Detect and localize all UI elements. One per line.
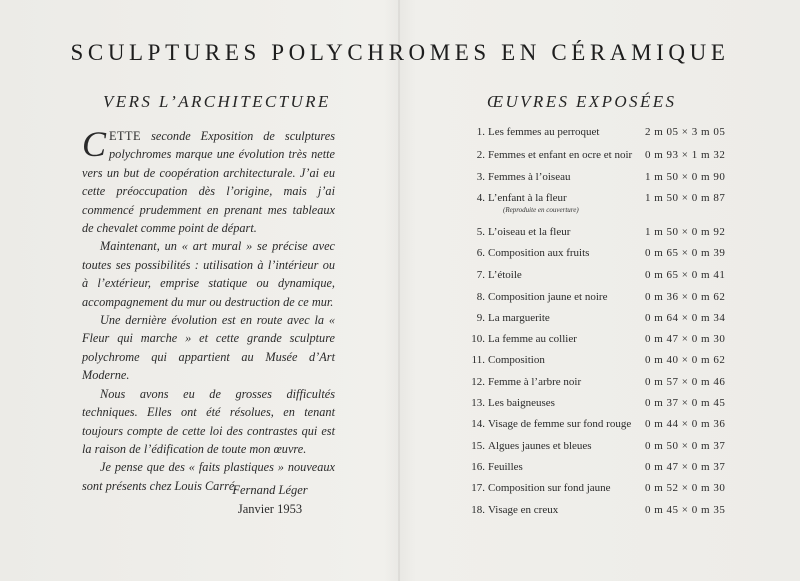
work-note: (Reproduite en couverture)	[503, 206, 579, 214]
work-title: Composition jaune et noire	[488, 291, 608, 303]
work-dimensions: 0 m 47 × 0 m 30	[645, 333, 726, 345]
work-number: 9.	[476, 312, 485, 324]
work-dimensions: 0 m 36 × 0 m 62	[645, 291, 726, 303]
work-dimensions: 0 m 93 × 1 m 32	[645, 149, 726, 161]
essay-paragraph-3: Une dernière évolution est en route avec la « Fleur qui marche » et cette grande sculpture polychrome qui appartient au Musée d’Art Moderne.	[82, 313, 335, 383]
work-item	[455, 171, 755, 187]
work-title: Femme à l’arbre noir	[488, 376, 582, 388]
work-number: 17.	[471, 482, 485, 494]
work-item	[455, 461, 755, 477]
work-item	[455, 192, 755, 214]
essay-paragraph-2: Maintenant, un « art mural » se précise avec toutes ses possibilités : utilisation à l’intérieur ou à l’extérieur, emprise statique ou dynamique, accompagnement du mur ou destruction de ce mur.	[82, 239, 335, 309]
essay-paragraph-text: seconde Exposition de sculptures polychromes marque une évolution très nette vers un but de coopération architecturale. J’ai eu cette préoccupation dès l’origine, mais j’ai commencé prudemment en prenant mes tableaux de chevalet comme point de départ.	[82, 129, 335, 236]
work-number: 4.	[476, 192, 485, 204]
work-item	[455, 226, 755, 242]
work-dimensions: 0 m 47 × 0 m 37	[645, 461, 726, 473]
works-heading: ŒUVRES EXPOSÉES	[487, 92, 677, 111]
essay-heading: VERS L’ARCHITECTURE	[103, 92, 331, 111]
work-dimensions: 0 m 45 × 0 m 35	[645, 504, 726, 516]
work-number: 14.	[471, 418, 485, 430]
work-dimensions: 1 m 50 × 0 m 87	[645, 192, 726, 204]
work-item	[455, 333, 755, 349]
work-number: 2.	[476, 149, 485, 161]
work-title: L’étoile	[488, 269, 522, 281]
page-title: SCULPTURES POLYCHROMES EN CÉRAMIQUE	[70, 40, 730, 65]
work-item	[455, 269, 755, 285]
work-item	[455, 376, 755, 392]
work-item	[455, 247, 755, 263]
work-title: L’oiseau et la fleur	[488, 226, 571, 238]
work-title: Femmes à l’oiseau	[488, 171, 571, 183]
work-dimensions: 0 m 65 × 0 m 41	[645, 269, 726, 281]
work-number: 10.	[471, 333, 485, 345]
essay-paragraph-1	[82, 124, 335, 237]
work-number: 3.	[476, 171, 485, 183]
work-dimensions: 1 m 50 × 0 m 90	[645, 171, 726, 183]
essay-paragraph-5: Je pense que des « faits plastiques » nouveaux sont présents chez Louis Carré.	[82, 460, 335, 493]
work-dimensions: 0 m 50 × 0 m 37	[645, 440, 726, 452]
work-item	[455, 354, 755, 370]
work-title: La marguerite	[488, 312, 550, 324]
essay-smallcaps: ETTE	[109, 129, 142, 143]
work-title: Feuilles	[488, 461, 523, 473]
work-title: Composition	[488, 354, 545, 366]
work-item	[455, 482, 755, 498]
work-dimensions: 0 m 57 × 0 m 46	[645, 376, 726, 388]
work-title: Algues jaunes et bleues	[488, 440, 592, 452]
work-dimensions: 0 m 65 × 0 m 39	[645, 247, 726, 259]
work-title: Les baigneuses	[488, 397, 555, 409]
author-name: Fernand Léger	[232, 483, 308, 497]
work-title: La femme au collier	[488, 333, 577, 345]
work-item	[455, 312, 755, 328]
center-fold	[398, 0, 400, 581]
work-number: 5.	[476, 226, 485, 238]
work-dimensions: 0 m 52 × 0 m 30	[645, 482, 726, 494]
work-number: 11.	[471, 354, 485, 366]
work-item	[455, 440, 755, 456]
work-number: 18.	[471, 504, 485, 516]
work-number: 16.	[471, 461, 485, 473]
work-dimensions: 0 m 37 × 0 m 45	[645, 397, 726, 409]
essay-paragraph-4: Nous avons eu de grosses difficultés techniques. Elles ont été résolues, en tenant toujours compte de cette loi des contrastes qui est la raison de l’édification de toute mon œuvre.	[82, 386, 335, 456]
work-item	[455, 397, 755, 413]
work-dimensions: 0 m 40 × 0 m 62	[645, 354, 726, 366]
work-dimensions: 0 m 64 × 0 m 34	[645, 312, 726, 324]
signature-block	[200, 481, 340, 519]
work-title: Visage en creux	[488, 504, 559, 516]
work-number: 1.	[476, 126, 485, 138]
work-item	[455, 149, 755, 165]
work-number: 6.	[476, 247, 485, 259]
work-title: Composition sur fond jaune	[488, 482, 611, 494]
work-number: 15.	[471, 440, 485, 452]
work-title: Les femmes au perroquet	[488, 126, 600, 138]
signature-date: Janvier 1953	[237, 502, 303, 516]
work-item	[455, 291, 755, 307]
work-title: Composition aux fruits	[488, 247, 590, 259]
work-dimensions: 2 m 05 × 3 m 05	[645, 126, 726, 138]
work-dimensions: 0 m 44 × 0 m 36	[645, 418, 726, 430]
work-number: 12.	[471, 376, 485, 388]
essay-text	[82, 124, 335, 495]
work-title: L’enfant à la fleur	[488, 192, 567, 204]
work-number: 7.	[476, 269, 485, 281]
work-item	[455, 126, 755, 142]
work-dimensions: 1 m 50 × 0 m 92	[645, 226, 726, 238]
work-number: 13.	[471, 397, 485, 409]
work-item	[455, 418, 755, 434]
work-item	[455, 504, 755, 520]
work-title: Visage de femme sur fond rouge	[488, 418, 632, 430]
work-number: 8.	[476, 291, 485, 303]
work-title: Femmes et enfant en ocre et noir	[488, 149, 633, 161]
drop-cap: C	[82, 124, 107, 164]
